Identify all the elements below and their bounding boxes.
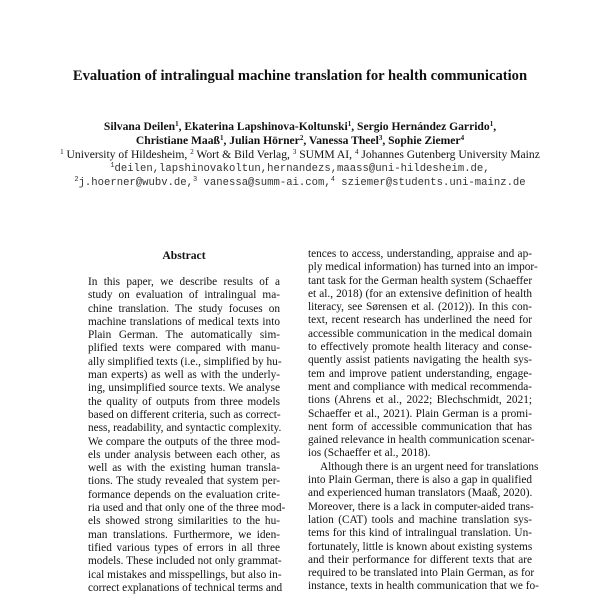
author-affil-mark: 2 bbox=[299, 134, 304, 142]
text-line: text, recent research has underlined the need for bbox=[308, 314, 532, 327]
affiliations bbox=[0, 148, 600, 162]
affil-mark: 2 bbox=[190, 148, 194, 156]
author-name: Silvana Deilen bbox=[103, 120, 176, 133]
author-affil-mark: 1 bbox=[489, 120, 494, 128]
text-line: lation (CAT) tools and machine translation sys- bbox=[308, 513, 532, 526]
text-line: els showed strong similarities to the hu- bbox=[88, 515, 280, 528]
affiliation: Wort & Bild Verlag, bbox=[193, 148, 293, 161]
text-line: ing, unsimplified source texts. We analyse bbox=[88, 382, 280, 395]
text-line: models. These included not only grammat- bbox=[88, 555, 282, 568]
abstract-heading: Abstract bbox=[162, 249, 206, 262]
author-name: , Sergio Hernández Garrido bbox=[351, 120, 490, 133]
text-line: tified various types of errors in all three bbox=[88, 541, 280, 554]
authors-line-1 bbox=[0, 120, 600, 134]
affil-mark: 3 bbox=[193, 176, 198, 184]
affil-mark: 1 bbox=[60, 148, 64, 156]
text-line: formance depends on the evaluation crite- bbox=[88, 488, 280, 501]
author-name: , Ekaterina Lapshinova-Koltunski bbox=[178, 120, 348, 133]
affiliation: University of Hildesheim, bbox=[63, 148, 191, 161]
author-name: , Vanessa Theel bbox=[303, 134, 379, 147]
author-affil-mark: 1 bbox=[347, 120, 352, 128]
text-line: ply medical information) has turned into an impor- bbox=[308, 261, 538, 274]
text-line: tions. The study revealed that system per- bbox=[88, 475, 280, 488]
text-line: nent form of accessible communication that has bbox=[308, 420, 532, 433]
authors-line-2 bbox=[0, 134, 600, 148]
author-affil-mark: 4 bbox=[460, 134, 465, 142]
text-line: man translations. Furthermore, we iden- bbox=[88, 528, 280, 541]
text-line: required to be translated into Plain German, as for bbox=[308, 567, 535, 580]
affil-mark: 3 bbox=[292, 148, 297, 156]
author-separator: , bbox=[493, 120, 497, 133]
text-line: Moreover, there is a lack in computer-aided trans- bbox=[308, 500, 534, 513]
text-line: ally simplified texts (i.e., simplified by hu- bbox=[88, 355, 282, 368]
author-name: , Julian Hörner bbox=[223, 134, 300, 147]
author-affil-mark: 1 bbox=[219, 134, 224, 142]
affiliation: Johannes Gutenberg University Mainz bbox=[358, 148, 540, 161]
email-link[interactable]: deilen,lapshinovakoltun,hernandezs,maass@uni-hildesheim.de, bbox=[114, 163, 490, 175]
affil-mark: 1 bbox=[110, 162, 115, 170]
text-line: the quality of outputs from three models bbox=[88, 395, 280, 408]
text-line: In this paper, we describe results of a bbox=[88, 276, 280, 288]
text-line: accessible communication in the medical domain bbox=[308, 327, 532, 340]
text-line: well as with the existing human transla- bbox=[88, 462, 280, 475]
author-block bbox=[0, 120, 600, 190]
text-line: chine translation. The study focuses on bbox=[88, 302, 280, 315]
author-name: , Sophie Ziemer bbox=[382, 134, 461, 147]
text-line: plified texts were compared with manu- bbox=[88, 342, 280, 355]
text-line: tem and improve patient understanding, engage- bbox=[308, 367, 532, 380]
text-line: correct explanations of technical terms and bbox=[88, 581, 283, 594]
affiliation: SUMM AI, bbox=[296, 148, 355, 161]
text-line: based on different criteria, such as correct- bbox=[88, 408, 281, 421]
text-line: Schaeffer et al., 2021). Plain German is a promi- bbox=[308, 407, 532, 420]
text-line: ios (Schaeffer et al., 2018). bbox=[308, 447, 431, 460]
text-line: machine translations of medical texts into bbox=[88, 315, 280, 328]
text-line: ment and compliance with medical recommenda- bbox=[308, 380, 532, 393]
text-line: ria used and that only one of the three mod- bbox=[88, 502, 286, 515]
text-line: et al., 2018) (for an extensive definition of health bbox=[308, 287, 532, 300]
affil-mark: 4 bbox=[354, 148, 359, 156]
paper-title: Evaluation of intralingual machine translation for health communication bbox=[72, 68, 528, 84]
email-link[interactable]: j.hoerner@wubv.de, bbox=[78, 177, 193, 189]
text-line: fortunately, little is known about existing systems bbox=[308, 540, 533, 553]
text-line: to effectively promote health literacy and conse- bbox=[308, 341, 532, 354]
text-line: study on evaluation of intralingual ma- bbox=[88, 289, 280, 302]
author-name: Christiane Maaß bbox=[135, 134, 220, 147]
text-line: tions (Ahrens et al., 2022; Blechschmidt, 2021; bbox=[308, 394, 532, 407]
body-text-right-column bbox=[308, 248, 539, 594]
text-line: man experts) as well as with the underly- bbox=[88, 369, 280, 382]
text-line: Although there is an urgent need for translations bbox=[320, 460, 539, 473]
text-line: We compare the outputs of the three mod- bbox=[88, 435, 280, 448]
text-line: instance, texts in health communication that we fo- bbox=[308, 580, 539, 593]
text-line: quently assist patients navigating the health sys- bbox=[308, 354, 532, 367]
affil-mark: 2 bbox=[74, 176, 79, 184]
emails-line-2 bbox=[0, 176, 600, 190]
email-link[interactable]: sziemer@students.uni-mainz.de bbox=[334, 177, 526, 189]
text-line: tems for this kind of intralingual translation. Un- bbox=[308, 527, 532, 540]
emails-line-1 bbox=[0, 162, 600, 176]
text-line: tences to access, understanding, appraise and ap- bbox=[308, 248, 532, 260]
text-line: Plain German. The automatically sim- bbox=[88, 329, 280, 342]
text-line: literacy, see Sørensen et al. (2012)). In this con- bbox=[308, 301, 532, 314]
text-line: ical mistakes and misspellings, but also in- bbox=[88, 568, 282, 581]
abstract-text bbox=[88, 276, 286, 595]
text-line: els under analysis between each other, as bbox=[88, 448, 280, 461]
text-line: into Plain German, there is also a gap in qualified bbox=[308, 474, 532, 487]
email-link[interactable]: vanessa@summ-ai.com, bbox=[197, 177, 331, 189]
affil-mark: 4 bbox=[330, 176, 335, 184]
author-affil-mark: 1 bbox=[175, 120, 179, 128]
text-line: tant task for the German health system (Schaeffer bbox=[308, 274, 533, 287]
text-line: and experienced human translators (Maaß, 2020). bbox=[308, 487, 533, 500]
author-affil-mark: 3 bbox=[378, 134, 383, 142]
text-line: gained relevance in health communication scenar- bbox=[308, 434, 535, 447]
text-line: ness, readability, and syntactic complexity. bbox=[88, 422, 282, 435]
text-line: and their performance for different texts that are bbox=[308, 553, 532, 566]
